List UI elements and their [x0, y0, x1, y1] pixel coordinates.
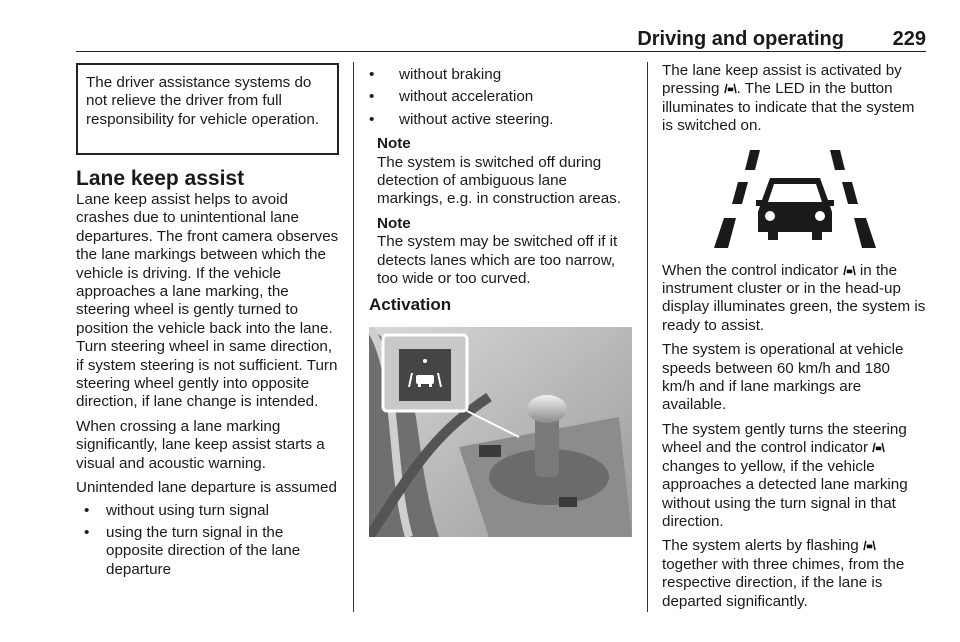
subsection-heading: Activation	[369, 295, 452, 315]
notice-box	[76, 63, 339, 155]
note-text: The system is switched off during detection of ambiguous lane markings, e.g. in construction areas.	[377, 153, 621, 208]
column-left	[76, 62, 339, 585]
bullet-list	[369, 66, 635, 129]
section-title: Driving and operating	[637, 28, 844, 50]
paragraph: When the control indicator in the instrument cluster or in the head-up display illuminates green, the system is ready to assist.	[662, 261, 926, 334]
lane-keep-assist-icon	[843, 265, 856, 276]
list-item: • without acceleration	[369, 88, 635, 106]
lane-keep-assist-pictogram	[700, 148, 890, 250]
paragraph: The lane keep assist is activated by pressing . The LED in the button illuminates to indicate that the system is switched on.	[662, 62, 915, 135]
lane-keep-assist-icon	[724, 83, 737, 94]
paragraph: Unintended lane departure is assumed	[76, 479, 337, 497]
list-item: • without active steering.	[369, 111, 635, 129]
list-item: • using the turn signal in the opposite direction of the lane departure	[76, 524, 339, 579]
column-right	[662, 62, 926, 617]
list-item: • without using turn signal	[76, 502, 339, 520]
note-label: Note	[377, 214, 411, 232]
note-block	[369, 135, 635, 288]
column-middle	[369, 62, 635, 316]
note-label: Note	[377, 135, 411, 153]
lane-keep-assist-icon	[872, 442, 885, 453]
section-heading: Lane keep assist	[76, 167, 245, 190]
page-number: 229	[892, 28, 926, 50]
paragraph: Lane keep assist helps to avoid crashes due to unintentional lane departures. The front camera observes the lane markings between which the vehicle is driving. If the vehicle approaches a lane marking, the steering wheel is gently turned to position the vehicle back into the lane. Turn steering wheel in same direction, if system steering is not sufficient. Turn steering wheel gently into opposite direction, if lane change is intended.	[76, 191, 339, 411]
console-illustration	[369, 327, 632, 537]
bullet-list	[76, 502, 339, 580]
console-photo	[369, 327, 632, 537]
paragraph: When crossing a lane marking significantly, lane keep assist starts a visual and acoustic warning.	[76, 417, 325, 472]
page-header	[76, 26, 926, 52]
paragraph: The system alerts by flashing together with three chimes, from the respective direction, if the lane is departed significantly.	[662, 537, 905, 610]
paragraph: The system gently turns the steering wheel and the control indicator changes to yellow, if the vehicle approaches a detected lane marking without using the turn signal in that direction.	[662, 420, 908, 530]
notice-text: The driver assistance systems do not relieve the driver from full responsibility for vehicle operation.	[86, 74, 319, 128]
lane-keep-assist-icon	[863, 540, 876, 551]
paragraph: The system is operational at vehicle speeds between 60 km/h and 180 km/h and if lane markings are available.	[662, 341, 904, 414]
note-text: The system may be switched off if it detects lanes which are too narrow, too wide or too curved.	[377, 233, 618, 288]
list-item: • without braking	[369, 66, 635, 84]
column-divider	[647, 62, 648, 612]
column-divider	[353, 62, 354, 612]
